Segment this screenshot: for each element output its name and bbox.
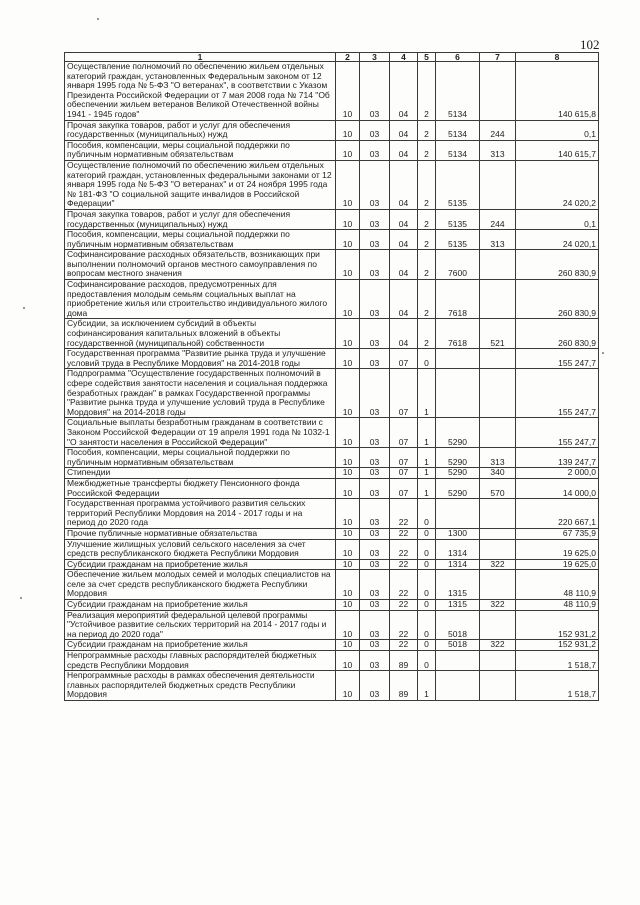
subsection-code-cell: 03 [360, 349, 390, 369]
amount-cell: 1 518,7 [516, 651, 599, 671]
page-number: 102 [580, 37, 600, 52]
table-row [65, 651, 599, 671]
expense-type-code-cell [480, 62, 516, 121]
expense-type-code-cell: 322 [480, 640, 516, 651]
item-name-cell: Субсидии гражданам на приобретение жилья [65, 640, 336, 651]
expense-type-code-cell: 322 [480, 600, 516, 611]
amount-cell: 260 830,9 [516, 280, 599, 319]
program-code-cell: 22 [390, 559, 418, 570]
subsection-code-cell: 03 [360, 120, 390, 140]
expense-type-code-cell: 313 [480, 448, 516, 468]
subsection-code-cell: 03 [360, 369, 390, 418]
amount-cell: 140 615,7 [516, 140, 599, 160]
scan-speck [602, 352, 604, 354]
expense-type-code-cell [480, 539, 516, 559]
item-name-cell: Осуществление полномочий по обеспечению жильем отдельных категорий граждан, установленных федеральными законами от 12 января 1995 года № 5-ФЗ "О ветеранах" и от 24 ноября 1995 года № 181-ФЗ "О социальной защите инвалидов в Российской Федерации" [65, 160, 336, 209]
item-name-cell: Государственная программа "Развитие рынка труда и улучшение условий труда в Республике Мордовия" на 2014-2018 годы [65, 349, 336, 369]
item-name-cell: Непрограммные расходы главных распорядителей бюджетных средств Республики Мордовия [65, 651, 336, 671]
subsection-code-cell: 03 [360, 570, 390, 600]
article-code-cell: 5135 [436, 160, 480, 209]
subsection-code-cell: 03 [360, 280, 390, 319]
item-name-cell: Межбюджетные трансферты бюджету Пенсионного фонда Российской Федерации [65, 478, 336, 498]
section-code-cell: 10 [336, 160, 360, 209]
item-name-cell: Софинансирование расходных обязательств, возникающих при выполнении полномочий органов местного самоуправления по вопросам местного значения [65, 250, 336, 280]
amount-cell: 0,1 [516, 209, 599, 229]
table-row [65, 478, 599, 498]
subprogram-code-cell: 2 [418, 209, 436, 229]
table-row [65, 539, 599, 559]
program-code-cell: 22 [390, 600, 418, 611]
article-code-cell: 5290 [436, 478, 480, 498]
subprogram-code-cell: 1 [418, 478, 436, 498]
article-code-cell [436, 651, 480, 671]
program-code-cell: 07 [390, 349, 418, 369]
program-code-cell: 89 [390, 651, 418, 671]
amount-cell: 24 020,1 [516, 230, 599, 250]
subprogram-code-cell: 2 [418, 140, 436, 160]
section-code-cell: 10 [336, 369, 360, 418]
program-code-cell: 04 [390, 209, 418, 229]
subprogram-code-cell: 2 [418, 250, 436, 280]
expense-type-code-cell: 340 [480, 468, 516, 479]
section-code-cell: 10 [336, 230, 360, 250]
table-row [65, 559, 599, 570]
article-code-cell: 5134 [436, 62, 480, 121]
subprogram-code-cell: 2 [418, 62, 436, 121]
section-code-cell: 10 [336, 468, 360, 479]
expense-type-code-cell: 244 [480, 209, 516, 229]
table-row [65, 140, 599, 160]
item-name-cell: Прочая закупка товаров, работ и услуг для обеспечения государственных (муниципальных) нужд [65, 209, 336, 229]
subprogram-code-cell: 2 [418, 319, 436, 349]
table-row [65, 528, 599, 539]
section-code-cell: 10 [336, 280, 360, 319]
subprogram-code-cell: 0 [418, 559, 436, 570]
expense-type-code-cell [480, 349, 516, 369]
header-col-8: 8 [516, 53, 599, 62]
subprogram-code-cell: 0 [418, 651, 436, 671]
header-col-5: 5 [418, 53, 436, 62]
subprogram-code-cell: 0 [418, 600, 436, 611]
amount-cell: 24 020,2 [516, 160, 599, 209]
program-code-cell: 04 [390, 62, 418, 121]
section-code-cell: 10 [336, 349, 360, 369]
program-code-cell: 04 [390, 280, 418, 319]
subsection-code-cell: 03 [360, 62, 390, 121]
article-code-cell [436, 369, 480, 418]
subprogram-code-cell: 1 [418, 448, 436, 468]
table-row [65, 250, 599, 280]
program-code-cell: 07 [390, 418, 418, 448]
scan-speck [97, 18, 99, 20]
article-code-cell: 5135 [436, 230, 480, 250]
article-code-cell [436, 349, 480, 369]
program-code-cell: 22 [390, 610, 418, 640]
subprogram-code-cell: 0 [418, 570, 436, 600]
scan-speck [20, 597, 22, 599]
amount-cell: 152 931,2 [516, 610, 599, 640]
amount-cell: 19 625,0 [516, 539, 599, 559]
item-name-cell: Стипендии [65, 468, 336, 479]
subsection-code-cell: 03 [360, 640, 390, 651]
scan-speck [23, 307, 25, 309]
article-code-cell: 7618 [436, 280, 480, 319]
amount-cell: 19 625,0 [516, 559, 599, 570]
amount-cell: 14 000,0 [516, 478, 599, 498]
table-row [65, 209, 599, 229]
amount-cell: 0,1 [516, 120, 599, 140]
section-code-cell: 10 [336, 499, 360, 529]
expense-type-code-cell: 521 [480, 319, 516, 349]
section-code-cell: 10 [336, 209, 360, 229]
section-code-cell: 10 [336, 250, 360, 280]
subprogram-code-cell: 0 [418, 610, 436, 640]
amount-cell: 155 247,7 [516, 369, 599, 418]
item-name-cell: Пособия, компенсации, меры социальной поддержки по публичным нормативным обязательствам [65, 230, 336, 250]
section-code-cell: 10 [336, 528, 360, 539]
expense-type-code-cell: 570 [480, 478, 516, 498]
program-code-cell: 22 [390, 528, 418, 539]
section-code-cell: 10 [336, 120, 360, 140]
program-code-cell: 07 [390, 369, 418, 418]
table-body [65, 62, 599, 701]
program-code-cell: 04 [390, 230, 418, 250]
subprogram-code-cell: 2 [418, 160, 436, 209]
article-code-cell [436, 499, 480, 529]
table-row [65, 369, 599, 418]
subsection-code-cell: 03 [360, 418, 390, 448]
header-col-4: 4 [390, 53, 418, 62]
table-row [65, 349, 599, 369]
program-code-cell: 07 [390, 448, 418, 468]
subsection-code-cell: 03 [360, 448, 390, 468]
section-code-cell: 10 [336, 319, 360, 349]
amount-cell: 1 518,7 [516, 671, 599, 701]
program-code-cell: 04 [390, 160, 418, 209]
amount-cell: 139 247,7 [516, 448, 599, 468]
amount-cell: 155 247,7 [516, 349, 599, 369]
article-code-cell: 5290 [436, 448, 480, 468]
table-row [65, 610, 599, 640]
expense-type-code-cell [480, 671, 516, 701]
amount-cell: 48 110,9 [516, 570, 599, 600]
subsection-code-cell: 03 [360, 319, 390, 349]
subsection-code-cell: 03 [360, 250, 390, 280]
subprogram-code-cell: 1 [418, 468, 436, 479]
section-code-cell: 10 [336, 640, 360, 651]
table-row [65, 600, 599, 611]
amount-cell: 155 247,7 [516, 418, 599, 448]
subprogram-code-cell: 0 [418, 499, 436, 529]
section-code-cell: 10 [336, 570, 360, 600]
table-row [65, 230, 599, 250]
program-code-cell: 22 [390, 570, 418, 600]
item-name-cell: Субсидии гражданам на приобретение жилья [65, 600, 336, 611]
amount-cell: 140 615,8 [516, 62, 599, 121]
subsection-code-cell: 03 [360, 468, 390, 479]
header-col-1: 1 [65, 53, 336, 62]
section-code-cell: 10 [336, 671, 360, 701]
subprogram-code-cell: 1 [418, 671, 436, 701]
subsection-code-cell: 03 [360, 160, 390, 209]
subsection-code-cell: 03 [360, 539, 390, 559]
program-code-cell: 89 [390, 671, 418, 701]
item-name-cell: Социальные выплаты безработным гражданам в соответствии с Законом Российской Федерации от 19 апреля 1991 года № 1032-1 "О занятости населения в Российской Федерации" [65, 418, 336, 448]
header-col-7: 7 [480, 53, 516, 62]
expense-type-code-cell: 244 [480, 120, 516, 140]
subprogram-code-cell: 0 [418, 539, 436, 559]
expense-type-code-cell [480, 369, 516, 418]
article-code-cell: 5135 [436, 209, 480, 229]
expense-type-code-cell: 313 [480, 230, 516, 250]
expense-type-code-cell [480, 651, 516, 671]
section-code-cell: 10 [336, 62, 360, 121]
article-code-cell: 5018 [436, 640, 480, 651]
item-name-cell: Улучшение жилищных условий сельского населения за счет средств республиканского бюджета Республики Мордовия [65, 539, 336, 559]
table-row [65, 319, 599, 349]
subprogram-code-cell: 1 [418, 369, 436, 418]
table-row [65, 160, 599, 209]
item-name-cell: Государственная программа устойчивого развития сельских территорий Республики Мордовия на 2014 - 2017 годы и на период до 2020 года [65, 499, 336, 529]
subsection-code-cell: 03 [360, 651, 390, 671]
item-name-cell: Пособия, компенсации, меры социальной поддержки по публичным нормативным обязательствам [65, 448, 336, 468]
item-name-cell: Субсидии, за исключением субсидий в объекты софинансирования капитальных вложений в объекты государственной (муниципальной) собственности [65, 319, 336, 349]
expense-type-code-cell [480, 610, 516, 640]
article-code-cell: 5290 [436, 418, 480, 448]
item-name-cell: Субсидии гражданам на приобретение жилья [65, 559, 336, 570]
subsection-code-cell: 03 [360, 230, 390, 250]
program-code-cell: 04 [390, 250, 418, 280]
section-code-cell: 10 [336, 559, 360, 570]
program-code-cell: 04 [390, 140, 418, 160]
section-code-cell: 10 [336, 478, 360, 498]
subsection-code-cell: 03 [360, 499, 390, 529]
section-code-cell: 10 [336, 140, 360, 160]
article-code-cell: 5134 [436, 140, 480, 160]
item-name-cell: Реализация мероприятий федеральной целевой программы "Устойчивое развитие сельских территорий на 2014 - 2017 годы и на период до 2020 года" [65, 610, 336, 640]
program-code-cell: 04 [390, 120, 418, 140]
expense-type-code-cell: 322 [480, 559, 516, 570]
subsection-code-cell: 03 [360, 610, 390, 640]
expense-type-code-cell: 313 [480, 140, 516, 160]
program-code-cell: 22 [390, 499, 418, 529]
table-row [65, 120, 599, 140]
article-code-cell: 1315 [436, 570, 480, 600]
item-name-cell: Прочая закупка товаров, работ и услуг для обеспечения государственных (муниципальных) нужд [65, 120, 336, 140]
expense-type-code-cell [480, 418, 516, 448]
program-code-cell: 22 [390, 640, 418, 651]
table-row [65, 671, 599, 701]
subsection-code-cell: 03 [360, 209, 390, 229]
header-col-2: 2 [336, 53, 360, 62]
item-name-cell: Обеспечение жильем молодых семей и молодых специалистов на селе за счет средств республиканского бюджета Республики Мордовия [65, 570, 336, 600]
item-name-cell: Осуществление полномочий по обеспечению жильем отдельных категорий граждан, установленных Федеральным законом от 12 января 1995 года № 5-ФЗ "О ветеранах", в соответствии с Указом Президента Российской Федерации от 7 мая 2008 года № 714 "Об обеспечении жильем ветеранов Великой Отечественной войны 1941 - 1945 годов" [65, 62, 336, 121]
subsection-code-cell: 03 [360, 600, 390, 611]
table-row [65, 570, 599, 600]
amount-cell: 67 735,9 [516, 528, 599, 539]
subprogram-code-cell: 2 [418, 280, 436, 319]
program-code-cell: 07 [390, 478, 418, 498]
section-code-cell: 10 [336, 448, 360, 468]
article-code-cell: 1314 [436, 539, 480, 559]
expense-type-code-cell [480, 250, 516, 280]
article-code-cell: 5134 [436, 120, 480, 140]
section-code-cell: 10 [336, 600, 360, 611]
program-code-cell: 04 [390, 319, 418, 349]
header-col-6: 6 [436, 53, 480, 62]
expense-type-code-cell [480, 280, 516, 319]
budget-table [64, 52, 599, 701]
program-code-cell: 07 [390, 468, 418, 479]
section-code-cell: 10 [336, 539, 360, 559]
amount-cell: 220 667,1 [516, 499, 599, 529]
article-code-cell: 5018 [436, 610, 480, 640]
subprogram-code-cell: 1 [418, 418, 436, 448]
article-code-cell: 5290 [436, 468, 480, 479]
table-row [65, 640, 599, 651]
subsection-code-cell: 03 [360, 559, 390, 570]
expense-type-code-cell [480, 499, 516, 529]
item-name-cell: Непрограммные расходы в рамках обеспечения деятельности главных распорядителей бюджетных средств Республики Мордовия [65, 671, 336, 701]
table-row [65, 62, 599, 121]
program-code-cell: 22 [390, 539, 418, 559]
article-code-cell: 1314 [436, 559, 480, 570]
table-row [65, 448, 599, 468]
section-code-cell: 10 [336, 651, 360, 671]
expense-type-code-cell [480, 160, 516, 209]
item-name-cell: Софинансирование расходов, предусмотренных для предоставления молодым семьям социальных выплат на приобретение жилья или строительство индивидуального жилого дома [65, 280, 336, 319]
subprogram-code-cell: 0 [418, 349, 436, 369]
amount-cell: 152 931,2 [516, 640, 599, 651]
item-name-cell: Подпрограмма "Осуществление государственных полномочий в сфере содействия занятости населения и социальная поддержка безработных граждан" в рамках Государственной программы "Развитие рынка труда и улучшение условий труда в Республике Мордовия" на 2014-2018 годы [65, 369, 336, 418]
article-code-cell: 7600 [436, 250, 480, 280]
subsection-code-cell: 03 [360, 478, 390, 498]
table-row [65, 280, 599, 319]
item-name-cell: Прочие публичные нормативные обязательства [65, 528, 336, 539]
subsection-code-cell: 03 [360, 528, 390, 539]
expense-type-code-cell [480, 528, 516, 539]
section-code-cell: 10 [336, 418, 360, 448]
subprogram-code-cell: 0 [418, 640, 436, 651]
amount-cell: 2 000,0 [516, 468, 599, 479]
expense-type-code-cell [480, 570, 516, 600]
amount-cell: 260 830,9 [516, 319, 599, 349]
amount-cell: 48 110,9 [516, 600, 599, 611]
section-code-cell: 10 [336, 610, 360, 640]
article-code-cell: 1300 [436, 528, 480, 539]
subprogram-code-cell: 2 [418, 230, 436, 250]
article-code-cell: 1315 [436, 600, 480, 611]
table-row [65, 499, 599, 529]
article-code-cell [436, 671, 480, 701]
subsection-code-cell: 03 [360, 671, 390, 701]
article-code-cell: 7618 [436, 319, 480, 349]
table-row [65, 418, 599, 448]
amount-cell: 260 830,9 [516, 250, 599, 280]
item-name-cell: Пособия, компенсации, меры социальной поддержки по публичным нормативным обязательствам [65, 140, 336, 160]
table-row [65, 468, 599, 479]
subsection-code-cell: 03 [360, 140, 390, 160]
subprogram-code-cell: 2 [418, 120, 436, 140]
header-col-3: 3 [360, 53, 390, 62]
subprogram-code-cell: 0 [418, 528, 436, 539]
